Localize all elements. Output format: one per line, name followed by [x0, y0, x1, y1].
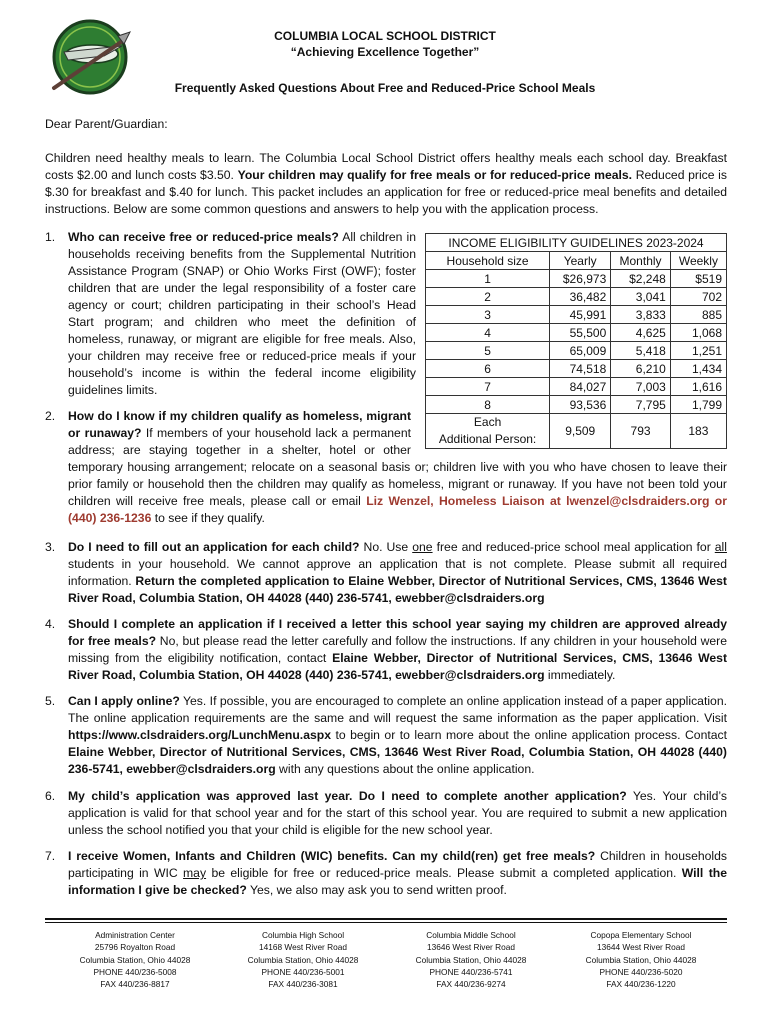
- table-cell: 4,625: [611, 324, 671, 342]
- table-cell: 3,833: [611, 306, 671, 324]
- table-cell: 793: [611, 414, 671, 449]
- table-cell: 1: [426, 270, 550, 288]
- footer-high-school: Columbia High School 14168 West River Road Columbia Station, Ohio 44028 PHONE 440/236-5001 FAX 440/236-3081: [247, 930, 359, 990]
- table-cell: 4: [426, 324, 550, 342]
- faq-number: 5.: [45, 694, 56, 708]
- table-cell: 183: [670, 414, 726, 449]
- table-cell: 8: [426, 396, 550, 414]
- table-cell: 2: [426, 288, 550, 306]
- table-cell: $26,973: [550, 270, 611, 288]
- table-cell: 702: [670, 288, 726, 306]
- table-cell: 65,009: [550, 342, 611, 360]
- footer-rule-thin: [45, 922, 727, 923]
- faq-number: 1.: [45, 230, 56, 244]
- faq-item-6: My child’s application was approved last year. Do I need to complete another application? Yes. Your child’s application is valid for that school year and for the start of this school year. You are required to submit a new application unless the school notified you that your child is eligible for the new school year.: [68, 789, 727, 837]
- table-row: [426, 288, 727, 306]
- table-cell: $2,248: [611, 270, 671, 288]
- table-row: [426, 270, 727, 288]
- lunch-menu-link: https://www.clsdraiders.org/LunchMenu.aspx: [68, 728, 331, 742]
- table-cell: $519: [670, 270, 726, 288]
- table-cell: 1,616: [670, 378, 726, 396]
- table-cell: 7,003: [611, 378, 671, 396]
- table-cell: 6,210: [611, 360, 671, 378]
- faq-number: 2.: [45, 409, 56, 423]
- faq-item-4: Should I complete an application if I received a letter this school year saying my children are approved already for free meals? No, but please read the letter carefully and follow the instructions. If any children in your household were missing from the eligibility notification, contact Elaine Webber, Director of Nutritional Services, CMS, 13646 West River Road, Columbia Station, OH 44028 (440) 236-5741, ewebber@clsdraiders.org immediately.: [68, 617, 727, 682]
- district-name: COLUMBIA LOCAL SCHOOL DISTRICT: [274, 29, 496, 43]
- faq-number: 7.: [45, 849, 56, 863]
- table-cell: 1,251: [670, 342, 726, 360]
- faq-item-2: How do I know if my children qualify as homeless, migrant or runaway? If members of your household lack a permanent address; are staying together in a shelter, hotel or other temporary housing arrangement; relocate on a seasonal basis or; children live with you who have chosen to leave their prior family or household then the children may qualify as homeless, migrant or runaway. If you have not been told your children will receive free meals, please call or email Liz Wenzel, Homeless Liaison at lwenzel@clsdraiders.org or (440) 236-1236 to see if they qualify.: [68, 409, 727, 525]
- column-header: Yearly: [550, 252, 611, 270]
- table-cell: 74,518: [550, 360, 611, 378]
- table-cell: 7,795: [611, 396, 671, 414]
- table-row: [426, 324, 727, 342]
- table-row: [426, 378, 727, 396]
- table-cell: 93,536: [550, 396, 611, 414]
- faq-number: 4.: [45, 617, 56, 631]
- footer-middle-school: Columbia Middle School 13646 West River Road Columbia Station, Ohio 44028 PHONE 440/236-5741 FAX 440/236-9274: [415, 930, 527, 990]
- document-title: Frequently Asked Questions About Free and Reduced-Price School Meals: [174, 81, 596, 95]
- table-cell: 3: [426, 306, 550, 324]
- column-header: Monthly: [611, 252, 671, 270]
- table-cell: 1,068: [670, 324, 726, 342]
- intro-paragraph: Children need healthy meals to learn. The Columbia Local School District offers healthy meals each school day. Breakfast costs $2.00 and lunch costs $3.50. Your children may qualify for free meals or for reduced-price meals. Reduced price is $.30 for breakfast and $.40 for lunch. This packet includes an application for free or reduced-price meal benefits and detailed instructions. Below are some common questions and answers to help you with the application process.: [45, 151, 727, 216]
- table-title: INCOME ELIGIBILITY GUIDELINES 2023-2024: [426, 234, 727, 252]
- table-cell: 36,482: [550, 288, 611, 306]
- column-header: Weekly: [670, 252, 726, 270]
- table-cell: 1,434: [670, 360, 726, 378]
- table-cell: 9,509: [550, 414, 611, 449]
- table-cell: 84,027: [550, 378, 611, 396]
- table-cell: 885: [670, 306, 726, 324]
- district-motto: “Achieving Excellence Together”: [290, 45, 480, 59]
- faq-item-1: Who can receive free or reduced-price meals? All children in households receiving benefits from the Supplemental Nutrition Assistance Program (SNAP) or Ohio Works First (OWF); foster children that are under the legal responsibility of a foster care agency or court; children participating in their school’s Head Start program; and children who meet the definition of homeless, runaway, or migrant are eligible for free meals. Also, your children may receive free or reduced-price meals if your household’s income is within the federal income eligibility guidelines limits.: [68, 230, 416, 397]
- table-cell: 5,418: [611, 342, 671, 360]
- faq-item-7: I receive Women, Infants and Children (WIC) benefits. Can my child(ren) get free meals? Children in households participating in WIC may be eligible for free or reduced-price meals. Please submit a completed application. Will the information I give be checked? Yes, we also may ask you to send written proof.: [68, 849, 727, 897]
- table-cell: 1,799: [670, 396, 726, 414]
- footer-rule: [45, 918, 727, 920]
- column-header: Household size: [426, 252, 550, 270]
- footer-elementary-school: Copopa Elementary School 13644 West River Road Columbia Station, Ohio 44028 PHONE 440/236-5020 FAX 440/236-1220: [585, 930, 697, 990]
- footer-admin-center: Administration Center 25796 Royalton Road Columbia Station, Ohio 44028 PHONE 440/236-5008 FAX 440/236-8817: [79, 930, 191, 990]
- table-row: [426, 360, 727, 378]
- homeless-liaison-contact: Liz Wenzel, Homeless Liaison at lwenzel@clsdraiders.org or (440) 236-1236: [68, 494, 727, 525]
- table-header-row: [426, 252, 727, 270]
- table-row: [426, 306, 727, 324]
- table-cell: 45,991: [550, 306, 611, 324]
- table-cell: 7: [426, 378, 550, 396]
- additional-person-label: Each Additional Person:: [426, 414, 550, 449]
- table-cell: 6: [426, 360, 550, 378]
- table-row: [426, 342, 727, 360]
- faq-item-5: Can I apply online? Yes. If possible, you are encouraged to complete an online application instead of a paper application. The online application requirements are the same and will request the same information as the paper application. Visit https://www.clsdraiders.org/LunchMenu.aspx to begin or to learn more about the online application process. Contact Elaine Webber, Director of Nutritional Services, CMS, 13646 West River Road, Columbia Station, OH 44028 (440) 236-5741, ewebber@clsdraiders.org with any questions about the online application.: [68, 694, 727, 776]
- table-cell: 5: [426, 342, 550, 360]
- salutation: Dear Parent/Guardian:: [45, 117, 168, 131]
- faq-number: 3.: [45, 540, 56, 554]
- table-cell: 3,041: [611, 288, 671, 306]
- table-cell: 55,500: [550, 324, 611, 342]
- faq-number: 6.: [45, 789, 56, 803]
- faq-item-3: Do I need to fill out an application for each child? No. Use one free and reduced-price school meal application for all students in your household. We cannot approve an application that is not complete. Please submit all required information. Return the completed application to Elaine Webber, Director of Nutritional Services, CMS, 13646 West River Road, Columbia Station, OH 44028 (440) 236-5741, ewebber@clsdraiders.org: [68, 540, 727, 605]
